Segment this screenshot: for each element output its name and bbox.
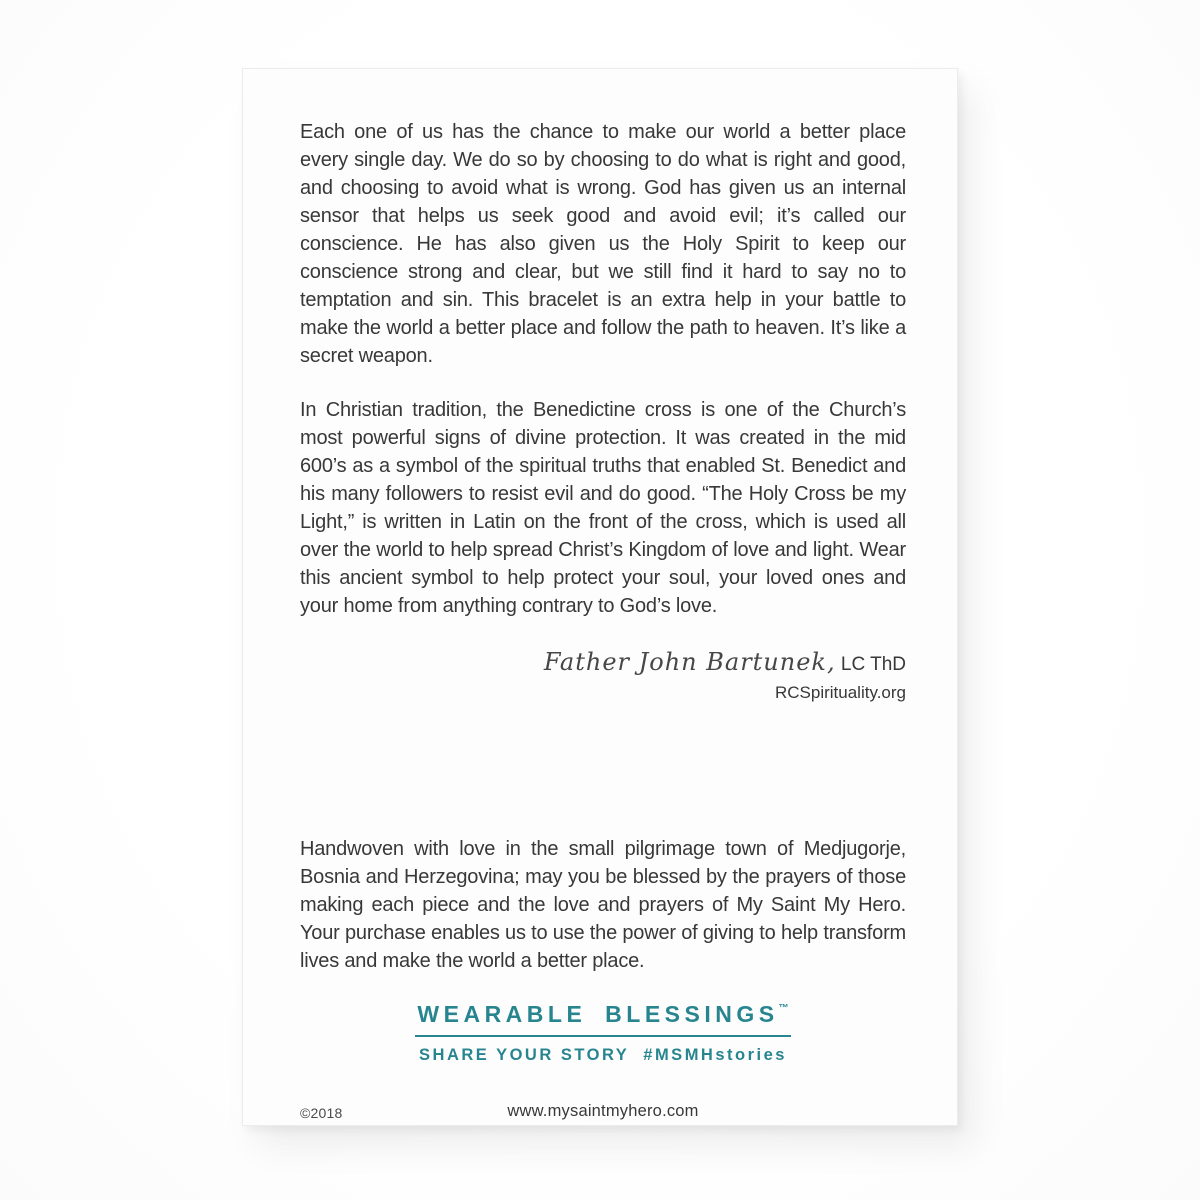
brand-block (300, 1001, 906, 1065)
handwoven-paragraph: Handwoven with love in the small pilgrimage town of Medjugorje, Bosnia and Herzegovina; may you be blessed by the prayers of those making each piece and the love and prayers of My Saint My Hero. Your purchase enables us to use the power of giving to help transform lives and make the world a better place. (300, 838, 906, 972)
author-signature-line (300, 646, 906, 682)
intro-paragraph: Each one of us has the chance to make our world a better place every single day. We do so by choosing to do what is right and good, and choosing to avoid what is wrong. God has given us an internal sensor that helps us seek good and avoid evil; it’s called our conscience. He has also given us the Holy Spirit to keep our conscience strong and clear, but we still find it hard to say no to temptation and sin. This bracelet is an extra help in your battle to make the world a better place and follow the path to heaven. It’s like a secret weapon. (300, 121, 906, 367)
brand-tagline (300, 1046, 906, 1065)
tagline-share-your-story: SHARE YOUR STORY (419, 1046, 630, 1064)
author-signature-block (300, 646, 906, 704)
card-content (300, 118, 906, 1122)
author-signature-script: Father John Bartunek, (543, 648, 836, 676)
benedictine-cross-paragraph: In Christian tradition, the Benedictine cross is one of the Church’s most powerful signs of divine protection. It was created in the mid 600’s as a symbol of the spiritual truths that enabled St. Benedict and his many followers to resist evil and do good. “The Holy Cross be my Light,” is written in Latin on the front of the cross, which is used all over the world to help spread Christ’s Kingdom of love and light. Wear this ancient symbol to help protect your soul, your loved ones and your home from anything contrary to God’s love. (300, 399, 906, 617)
author-website: RCSpirituality.org (774, 683, 906, 702)
brand-underline (415, 1001, 790, 1037)
product-card-back (242, 68, 958, 1126)
trademark-symbol: ™ (778, 1003, 789, 1014)
copyright-notice: ©2018 (300, 1105, 343, 1121)
author-credentials: LC ThD (835, 654, 906, 675)
brand-wordmark-text: WEARABLE BLESSINGS (417, 1001, 779, 1027)
brand-wordmark (417, 1001, 788, 1027)
tagline-hashtag: #MSMHstories (643, 1046, 787, 1064)
brand-website-url: www.mysaintmyhero.com (507, 1102, 699, 1120)
card-footer-row (300, 1102, 906, 1122)
